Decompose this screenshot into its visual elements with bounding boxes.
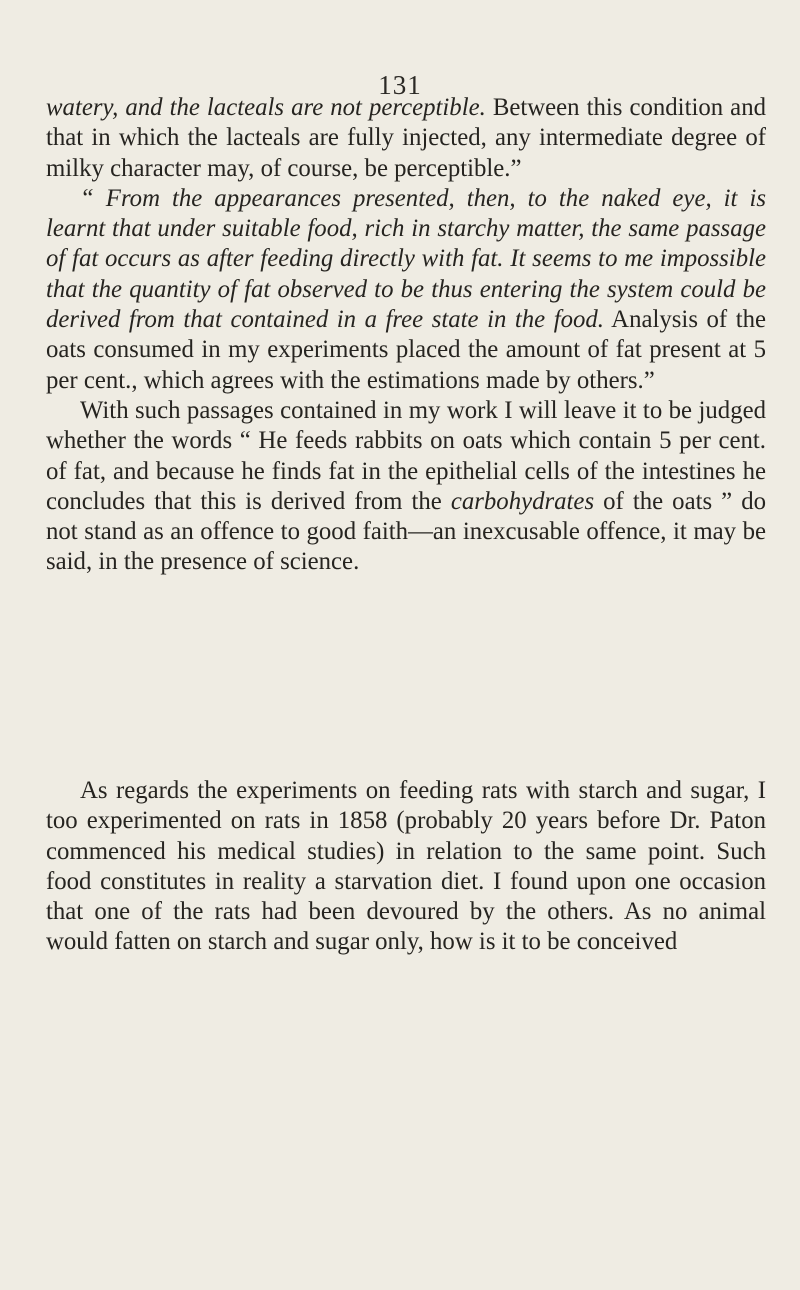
paragraph-2-roman: Analysis of the oats consumed in my experiments placed the amount of fat present at 5 per cent., which agrees with the estimations made by others.” [46, 306, 766, 394]
text-block-upper [46, 93, 766, 578]
paragraph-2 [46, 184, 766, 396]
paragraph-1 [46, 93, 766, 184]
paragraph-3-italic: carbohydrates [450, 487, 595, 515]
paragraph-3-part-1: With such passages contained in my work I will leave it to be judged whether the words “ He feeds rabbits on oats which contain 5 per cent. of fat, and because he finds fat in the epithelial cells of the intestines he concludes that this is derived from the [46, 396, 766, 515]
text-block-lower [46, 776, 766, 958]
paragraph-2-italic: “ From the appearances presented, then, to the naked eye, it is learnt that under suitable food, rich in starchy matter, the same passage of fat occurs as after feeding directly with fat. It seems to me impossible that the quantity of fat observed to be thus entering the system could be derived from that contained in a free state in the food. [46, 184, 766, 334]
paragraph-3-part-2: of the oats ” do not stand as an offence to good faith—an inexcusable offence, it may be said, in the presence of science. [46, 487, 766, 576]
paragraph-4: As regards the experiments on feeding rats with starch and sugar, I too experimented on rats in 1858 (probably 20 years before Dr. Paton commenced his medical studies) in relation to the same point. Such food constitutes in reality a starvation diet. I found upon one occasion that one of the rats had been devoured by the others. As no animal would fatten on starch and sugar only, how is it to be conceived [46, 777, 766, 956]
paragraph-1-italic: watery, and the lacteals are not perceptible. [46, 94, 486, 121]
paragraph-3 [46, 396, 766, 578]
page-number: 131 [378, 70, 422, 100]
paragraph-1-roman: Between this condition and that in which the lacteals are fully injected, any intermediate degree of milky character may, of course, be perceptible.” [46, 94, 766, 182]
